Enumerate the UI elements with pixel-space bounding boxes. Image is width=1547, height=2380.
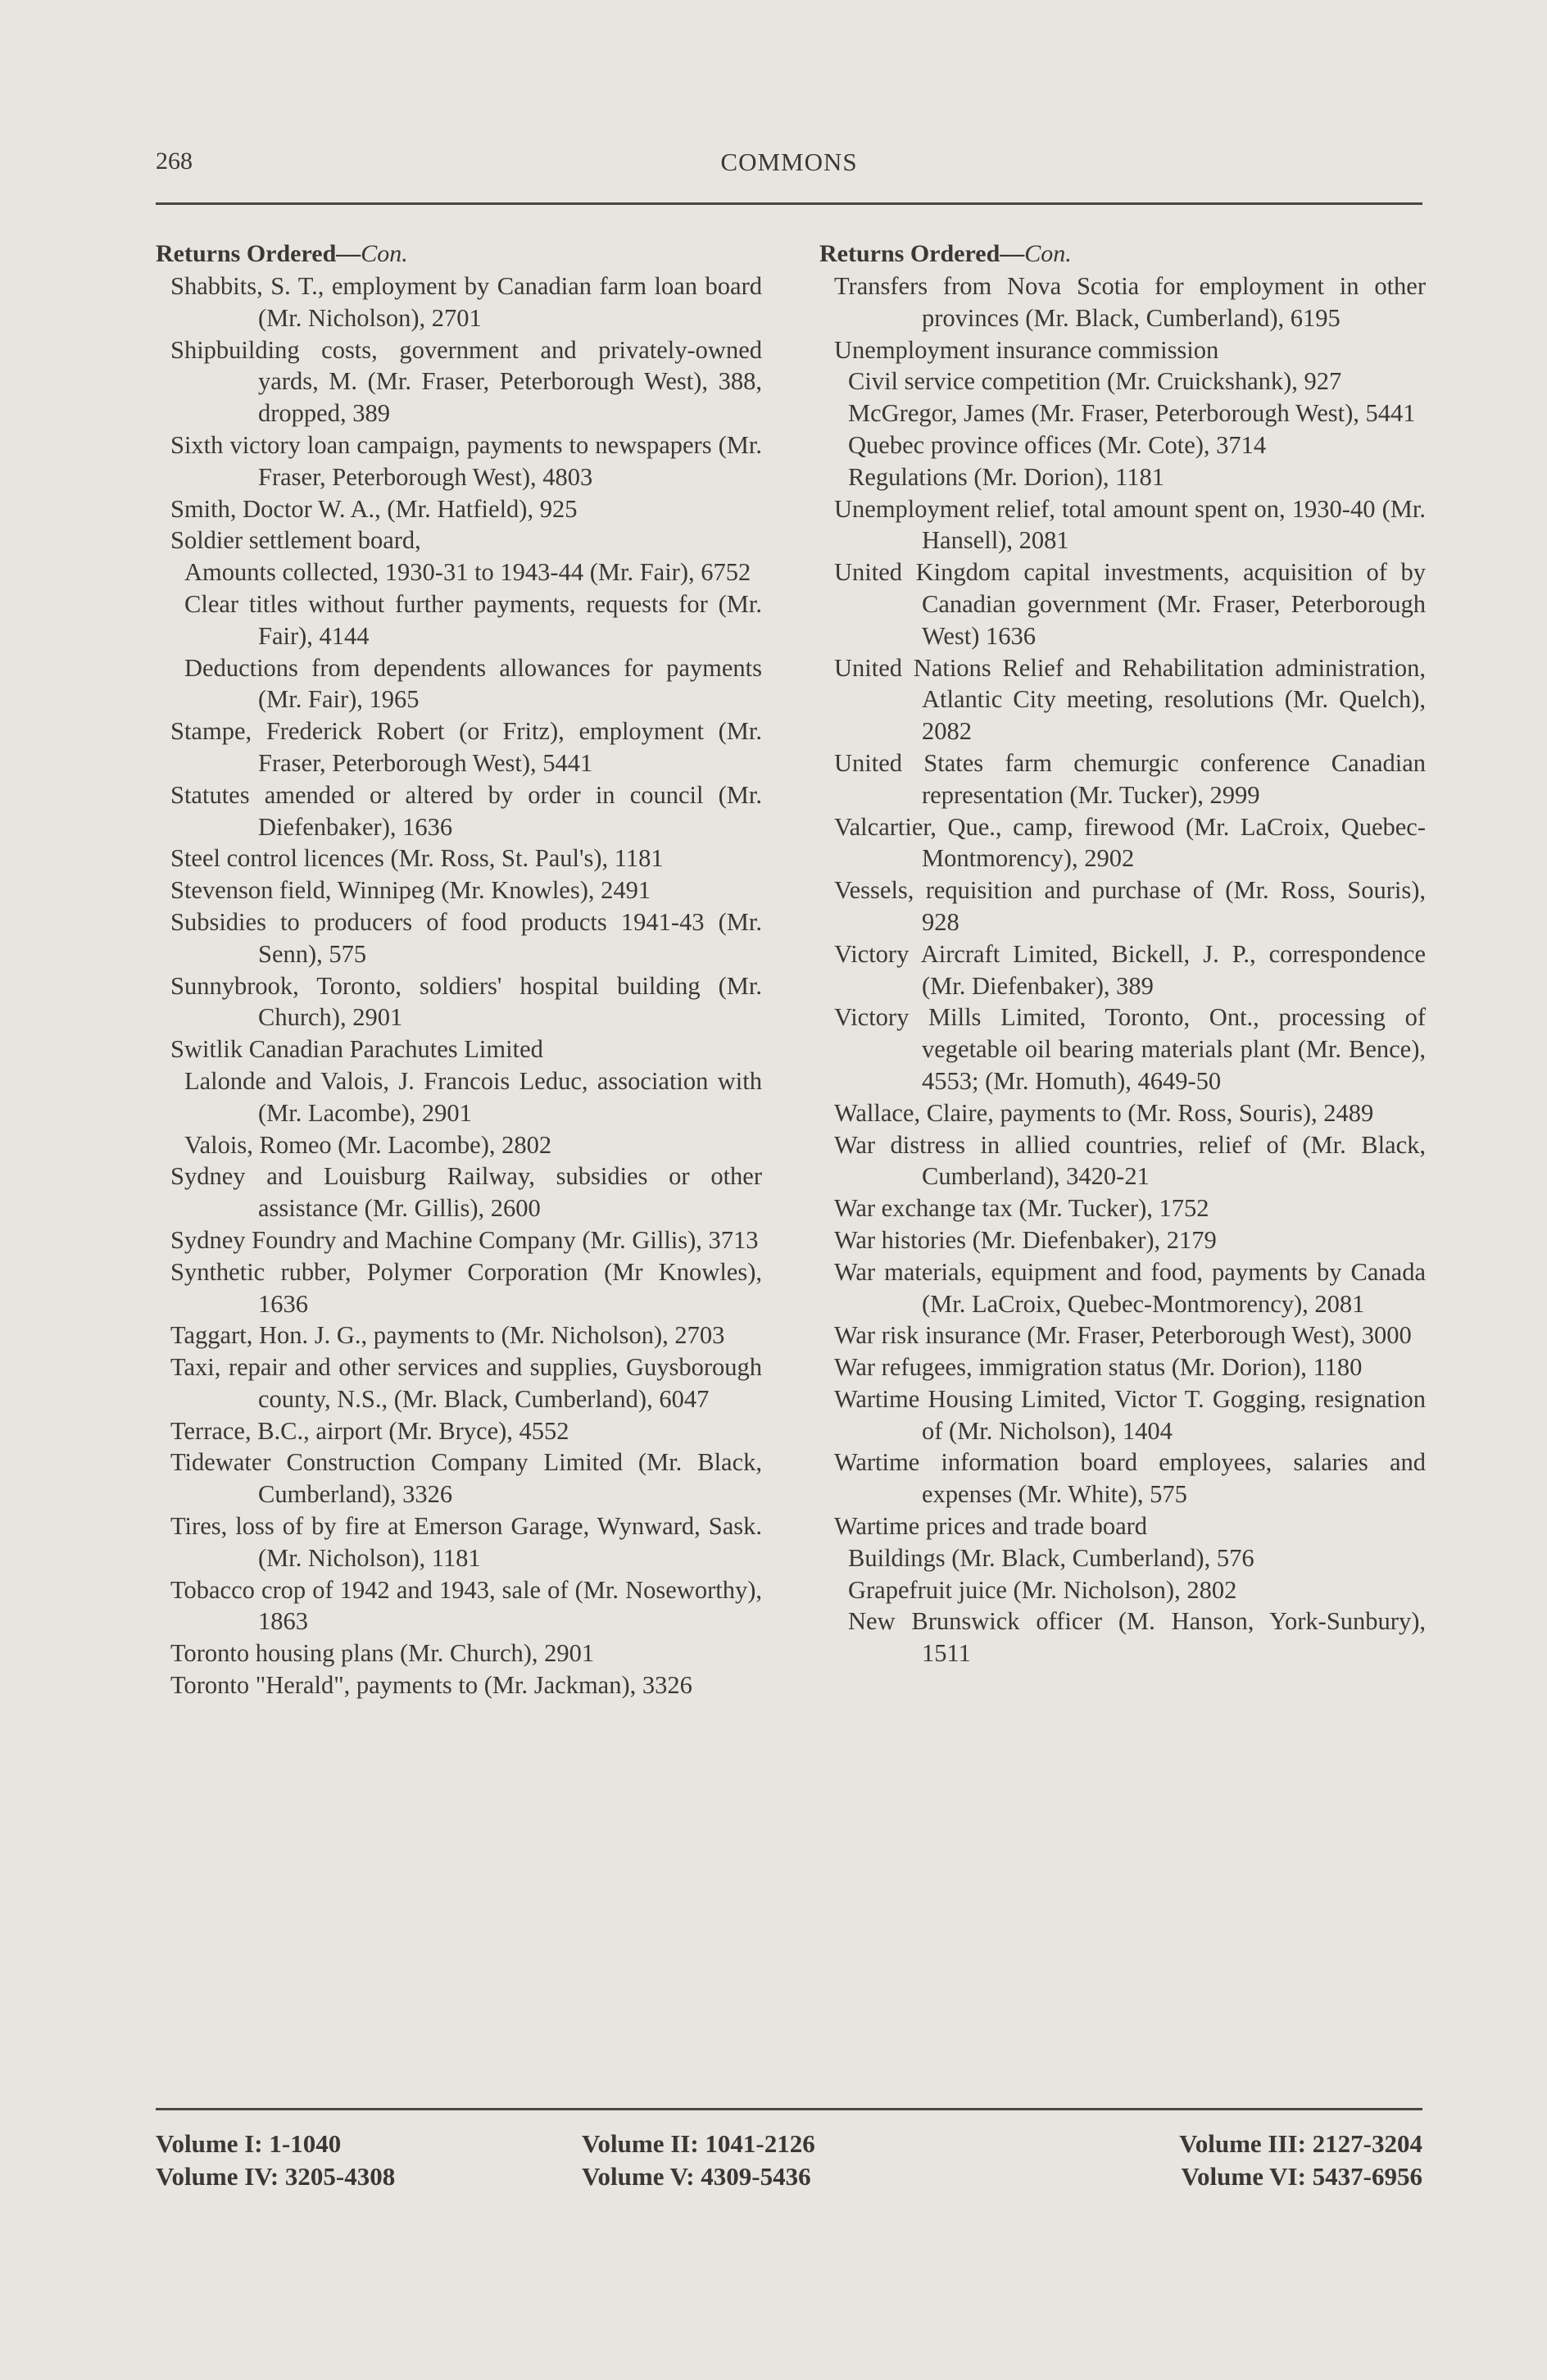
volume-group: [582, 2128, 815, 2193]
index-subentry: Buildings (Mr. Black, Cumberland), 576: [848, 1543, 1254, 1572]
index-entry: Wallace, Claire, payments to (Mr. Ross, Souris), 2489: [834, 1098, 1374, 1127]
index-entry: Victory Mills Limited, Toronto, Ont., processing of vegetable oil bearing materials plant (Mr. Bence), 4553; (Mr. Homuth), 4649-50: [834, 1003, 1426, 1095]
index-entry: Taggart, Hon. J. G., payments to (Mr. Nicholson), 2703: [170, 1321, 725, 1350]
section-heading: Returns Ordered—Con.: [156, 240, 408, 267]
running-title: COMMONS: [720, 148, 858, 176]
index-entry: Unemployment insurance commission: [834, 335, 1219, 364]
footer-rule: [156, 2108, 1422, 2110]
index-entry: Switlik Canadian Parachutes Limited: [170, 1035, 543, 1064]
index-subentry: McGregor, James (Mr. Fraser, Peterborough West), 5441: [848, 399, 1416, 428]
index-entry: Smith, Doctor W. A., (Mr. Hatfield), 925: [170, 494, 578, 523]
index-entry: Terrace, B.C., airport (Mr. Bryce), 4552: [170, 1416, 569, 1445]
index-entry: Unemployment relief, total amount spent on, 1930-40 (Mr. Hansell), 2081: [834, 494, 1426, 555]
section-heading: Returns Ordered—Con.: [819, 240, 1072, 267]
volume-range: Volume VI: 5437-6956: [1181, 2162, 1422, 2191]
index-subentry: Clear titles without further payments, requests for (Mr. Fair), 4144: [184, 589, 762, 650]
index-entry: Wartime Housing Limited, Victor T. Gogging, resignation of (Mr. Nicholson), 1404: [834, 1384, 1426, 1445]
index-subentry: Valois, Romeo (Mr. Lacombe), 2802: [184, 1130, 552, 1159]
index-subentry: Quebec province offices (Mr. Cote), 3714: [848, 430, 1267, 459]
index-entry: United Kingdom capital investments, acquisition of by Canadian government (Mr. Fraser, Peterborough West) 1636: [834, 558, 1426, 650]
index-entry: Toronto "Herald", payments to (Mr. Jackman), 3326: [170, 1671, 692, 1700]
volume-range: Volume III: 2127-3204: [1179, 2129, 1422, 2158]
index-subentry: Regulations (Mr. Dorion), 1181: [848, 462, 1165, 491]
index-entry: War materials, equipment and food, payments by Canada (Mr. LaCroix, Quebec-Montmorency), 2081: [834, 1257, 1426, 1318]
index-entry: Steel control licences (Mr. Ross, St. Paul's), 1181: [170, 844, 664, 873]
index-entry: Victory Aircraft Limited, Bickell, J. P., correspondence (Mr. Diefenbaker), 389: [834, 939, 1426, 1000]
index-entry: War risk insurance (Mr. Fraser, Peterborough West), 3000: [834, 1321, 1412, 1350]
index-entry: Sunnybrook, Toronto, soldiers' hospital building (Mr. Church), 2901: [170, 971, 762, 1032]
index-entry: War refugees, immigration status (Mr. Dorion), 1180: [834, 1353, 1363, 1382]
index-entry: United States farm chemurgic conference Canadian representation (Mr. Tucker), 2999: [834, 748, 1426, 809]
index-entry: War exchange tax (Mr. Tucker), 1752: [834, 1194, 1209, 1223]
index-entry: United Nations Relief and Rehabilitation administration, Atlantic City meeting, resolutions (Mr. Quelch), 2082: [834, 653, 1426, 746]
index-entry: Vessels, requisition and purchase of (Mr. Ross, Souris), 928: [834, 876, 1426, 936]
index-entry: Tobacco crop of 1942 and 1943, sale of (Mr. Noseworthy), 1863: [170, 1575, 762, 1636]
entry-list: [156, 270, 762, 1701]
index-entry: Stampe, Frederick Robert (or Fritz), employment (Mr. Fraser, Peterborough West), 5441: [170, 717, 762, 777]
index-entry: Synthetic rubber, Polymer Corporation (Mr Knowles), 1636: [170, 1257, 762, 1318]
index-entry: Wartime prices and trade board: [834, 1512, 1148, 1541]
index-entry: Soldier settlement board,: [170, 526, 421, 555]
index-subentry: Civil service competition (Mr. Cruickshank), 927: [848, 367, 1342, 396]
volume-range: Volume V: 4309-5436: [582, 2162, 811, 2191]
index-entry: Toronto housing plans (Mr. Church), 2901: [170, 1639, 595, 1668]
page-header: [156, 148, 1422, 197]
volume-range: Volume I: 1-1040: [156, 2129, 342, 2158]
index-entry: Transfers from Nova Scotia for employment in other provinces (Mr. Black, Cumberland), 6195: [834, 272, 1426, 332]
index-entry: War distress in allied countries, relief of (Mr. Black, Cumberland), 3420-21: [834, 1130, 1426, 1191]
volume-group: [1179, 2128, 1422, 2193]
volume-range: Volume II: 1041-2126: [582, 2129, 815, 2158]
index-entry: War histories (Mr. Diefenbaker), 2179: [834, 1225, 1217, 1254]
index-entry: Valcartier, Que., camp, firewood (Mr. LaCroix, Quebec-Montmorency), 2902: [834, 812, 1426, 873]
index-subentry: New Brunswick officer (M. Hanson, York-Sunbury), 1511: [848, 1607, 1426, 1668]
index-entry: Sydney Foundry and Machine Company (Mr. Gillis), 3713: [170, 1225, 759, 1254]
volume-group: [156, 2128, 395, 2193]
right-column: [819, 238, 1426, 1669]
index-subentry: Amounts collected, 1930-31 to 1943-44 (Mr. Fair), 6752: [184, 558, 751, 587]
index-entry: Shipbuilding costs, government and privately-owned yards, M. (Mr. Fraser, Peterborough West), 388, dropped, 389: [170, 335, 762, 428]
header-rule: [156, 202, 1422, 205]
index-subentry: Lalonde and Valois, J. Francois Leduc, association with (Mr. Lacombe), 2901: [184, 1066, 762, 1127]
page-number: 268: [156, 148, 193, 175]
index-entry: Wartime information board employees, salaries and expenses (Mr. White), 575: [834, 1448, 1426, 1509]
volume-footer: [156, 2128, 1422, 2201]
index-subentry: Deductions from dependents allowances for payments (Mr. Fair), 1965: [184, 653, 762, 714]
index-entry: Sixth victory loan campaign, payments to newspapers (Mr. Fraser, Peterborough West), 4803: [170, 430, 762, 491]
index-subentry: Grapefruit juice (Mr. Nicholson), 2802: [848, 1575, 1237, 1604]
index-entry: Tidewater Construction Company Limited (Mr. Black, Cumberland), 3326: [170, 1448, 762, 1509]
index-entry: Statutes amended or altered by order in council (Mr. Diefenbaker), 1636: [170, 780, 762, 841]
index-entry: Stevenson field, Winnipeg (Mr. Knowles), 2491: [170, 876, 651, 905]
volume-range: Volume IV: 3205-4308: [156, 2162, 396, 2191]
index-entry: Sydney and Louisburg Railway, subsidies or other assistance (Mr. Gillis), 2600: [170, 1162, 762, 1223]
index-entry: Shabbits, S. T., employment by Canadian farm loan board (Mr. Nicholson), 2701: [170, 272, 762, 332]
left-column: [156, 238, 762, 1701]
index-entry: Taxi, repair and other services and supplies, Guysborough county, N.S., (Mr. Black, Cumberland), 6047: [170, 1353, 762, 1413]
index-entry: Tires, loss of by fire at Emerson Garage, Wynward, Sask. (Mr. Nicholson), 1181: [170, 1512, 762, 1572]
entry-list: [819, 270, 1426, 1669]
index-entry: Subsidies to producers of food products 1941-43 (Mr. Senn), 575: [170, 907, 762, 968]
